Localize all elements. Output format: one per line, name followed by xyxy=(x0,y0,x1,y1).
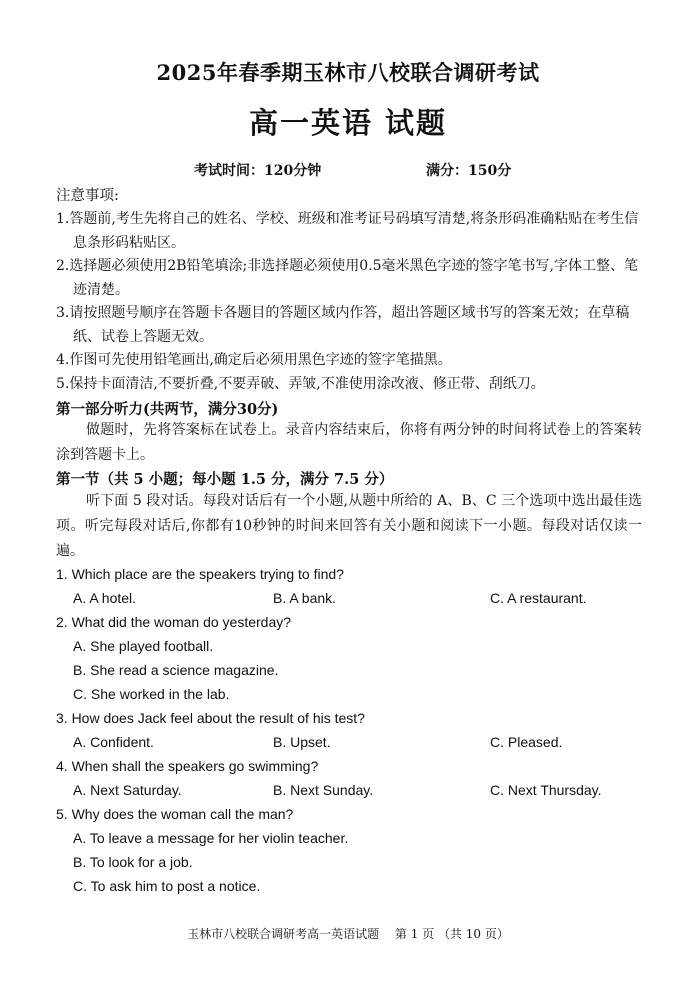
q5-option-c: C. To ask him to post a notice. xyxy=(73,878,261,894)
page-footer: 玉林市八校联合调研考高一英语试题 第 1 页 （共 10 页） xyxy=(187,927,509,941)
q5-option-b: B. To look for a job. xyxy=(73,854,193,870)
exam-time: 考试时间：120分钟 xyxy=(194,163,322,179)
q3-option-a: A. Confident. xyxy=(73,734,154,750)
q4-option-a: A. Next Saturday. xyxy=(73,782,182,798)
question-4: 4. When shall the speakers go swimming? xyxy=(56,758,319,774)
q1-option-c: C. A restaurant. xyxy=(490,590,587,606)
q3-option-c: C. Pleased. xyxy=(490,734,563,750)
exam-subtitle: 高一英语 试题 xyxy=(248,106,448,140)
notice-heading: 注意事项: xyxy=(56,188,119,204)
q1-option-a: A. A hotel. xyxy=(73,590,137,606)
notice-item-5: 5.保持卡面清洁,不要折叠,不要弄破、弄皱,不准使用涂改液、修正带、刮纸刀。 xyxy=(56,375,545,392)
notice-item-3: 3.请按照题号顺序在答题卡各题目的答题区域内作答，超出答题区域书写的答案无效；在草稿纸、试卷上答题无效。 xyxy=(56,305,630,345)
notice-block xyxy=(56,184,646,396)
q2-option-c: C. She worked in the lab. xyxy=(73,686,230,702)
q3-option-b: B. Upset. xyxy=(273,734,331,750)
q1-option-b: B. A bank. xyxy=(273,590,337,606)
question-3: 3. How does Jack feel about the result of his test? xyxy=(56,710,365,726)
q4-option-c: C. Next Thursday. xyxy=(490,782,602,798)
q5-option-a: A. To leave a message for her violin teacher. xyxy=(73,830,349,846)
part1-heading: 第一部分听力(共两节，满分30分) xyxy=(56,401,279,418)
q2-option-b: B. She read a science magazine. xyxy=(73,662,279,678)
exam-title: 2025年春季期玉林市八校联合调研考试 xyxy=(156,60,540,85)
notice-item-1: 1.答题前,考生先将自己的姓名、学校、班级和准考证号码填写清楚,将条形码准确粘贴在考生信息条形码粘贴区。 xyxy=(56,211,639,251)
question-5: 5. Why does the woman call the man? xyxy=(56,806,294,822)
notice-item-4: 4.作图可先使用铅笔画出,确定后必须用黑色字迹的签字笔描黑。 xyxy=(56,352,452,368)
part1-intro: 做题时，先将答案标在试卷上。录音内容结束后，你将有两分钟的时间将试卷上的答案转涂到答题卡上。 xyxy=(56,422,642,463)
q4-option-b: B. Next Sunday. xyxy=(273,782,374,798)
question-1: 1. Which place are the speakers trying to find? xyxy=(56,566,344,582)
notice-item-2: 2.选择题必须使用2B铅笔填涂;非选择题必须使用0.5毫米黑色字迹的签字笔书写,字体工整、笔迹清楚。 xyxy=(56,258,638,298)
q2-option-a: A. She played football. xyxy=(73,638,214,654)
question-2: 2. What did the woman do yesterday? xyxy=(56,614,292,630)
section1-heading: 第一节（共 5 小题；每小题 1.5 分，满分 7.5 分） xyxy=(56,471,394,488)
exam-score: 满分：150分 xyxy=(426,163,512,179)
section1-intro: 听下面 5 段对话。每段对话后有一个小题,从题中所给的 A、B、C 三个选项中选出最佳选项。听完每段对话后,你都有10秒钟的时间来回答有关小题和阅读下一小题。每段对话仅读一遍。 xyxy=(56,493,642,559)
